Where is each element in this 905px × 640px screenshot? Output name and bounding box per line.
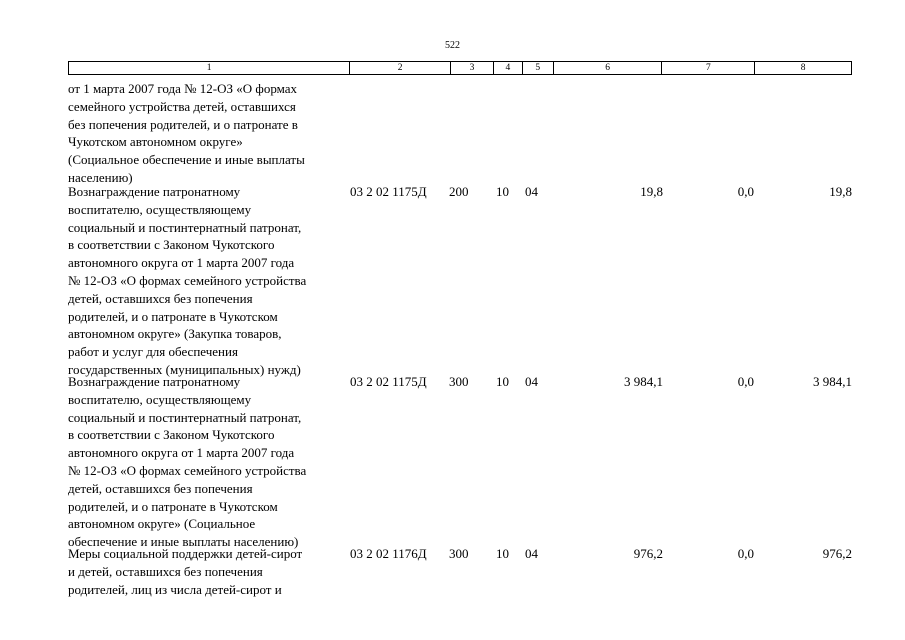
row-description: Вознаграждение патронатному воспитателю, осуществляющему социальный и постинтернатный патронат, в соответствии с Законом Чукотского автономного округа от 1 марта 2007 года № 12-ОЗ «О формах семейного устройства детей, оставшихся без попечения родителей, и о патронате в Чукотском автономном округе» (Закупка товаров, работ и услуг для обеспечения государственных (муниципальных) нужд) (68, 184, 307, 377)
row-target-code: 03 2 02 1176Д (350, 546, 427, 561)
row-section: 10 (496, 546, 509, 561)
row-section: 10 (496, 374, 509, 389)
row-expense-type: 200 (449, 184, 469, 199)
page-number: 522 (445, 40, 460, 51)
row-value-6: 19,8 (640, 184, 663, 199)
row-value-8: 19,8 (829, 184, 852, 199)
row-description: от 1 марта 2007 года № 12-ОЗ «О формах семейного устройства детей, оставшихся без попечения родителей, и о патронате в Чукотском автономном округе» (Социальное обеспечение и иные выплаты населению) (68, 81, 305, 185)
header-col-8: 8 (754, 62, 851, 74)
row-target-code: 03 2 02 1175Д (350, 184, 427, 199)
header-col-2: 2 (349, 62, 450, 74)
header-col-6: 6 (553, 62, 662, 74)
row-expense-type: 300 (449, 546, 469, 561)
header-col-4: 4 (493, 62, 522, 74)
header-col-5: 5 (522, 62, 553, 74)
row-value-7: 0,0 (737, 546, 754, 561)
row-description: Меры социальной поддержки детей-сирот и детей, оставшихся без попечения родителей, лиц из числа детей-сирот и (68, 546, 303, 597)
row-value-6: 976,2 (633, 546, 663, 561)
row-expense-type: 300 (449, 374, 469, 389)
header-col-1: 1 (206, 63, 212, 73)
row-value-7: 0,0 (737, 184, 754, 199)
row-target-code: 03 2 02 1175Д (350, 374, 427, 389)
row-description: Вознаграждение патронатному воспитателю, осуществляющему социальный и постинтернатный патронат, в соответствии с Законом Чукотского автономного округа от 1 марта 2007 года № 12-ОЗ «О формах семейного устройства детей, оставшихся без попечения родителей, и о патронате в Чукотском автономном округе» (Социальное обеспечение и иные выплаты населению) (68, 374, 307, 550)
header-col-3: 3 (450, 62, 493, 74)
row-value-7: 0,0 (737, 374, 754, 389)
row-section: 10 (496, 184, 509, 199)
header-col-7: 7 (661, 62, 754, 74)
row-subsection: 04 (525, 184, 538, 199)
row-value-8: 976,2 (822, 546, 852, 561)
row-subsection: 04 (525, 546, 538, 561)
row-value-6: 3 984,1 (624, 374, 663, 389)
row-subsection: 04 (525, 374, 538, 389)
row-value-8: 3 984,1 (813, 374, 852, 389)
table-header (68, 61, 852, 75)
